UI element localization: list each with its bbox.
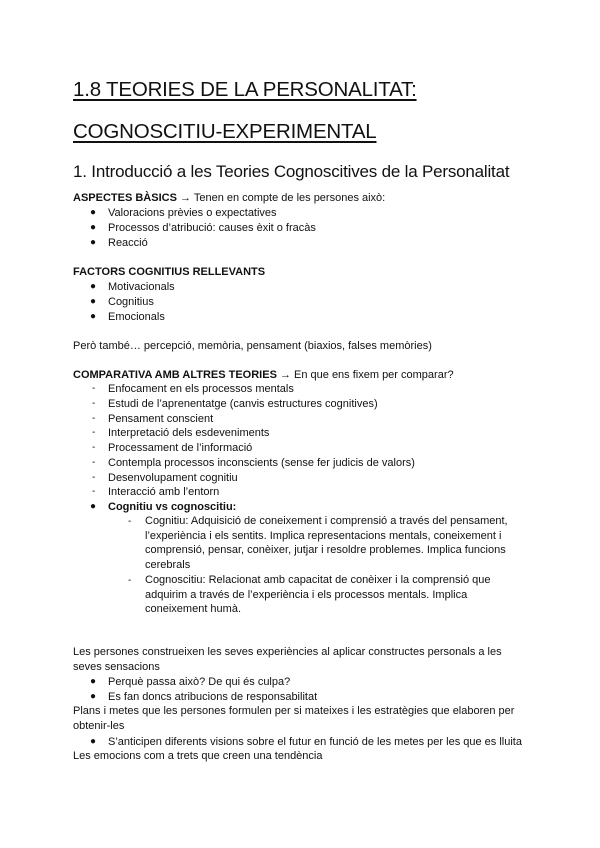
pero-line: Però també… percepció, memòria, pensament (biaxios, falses memòries) xyxy=(73,340,432,352)
list-item: Processament de l’informació xyxy=(108,442,253,454)
aspectes-label: ASPECTES BÀSICS xyxy=(73,192,177,204)
bullet-dot: ● xyxy=(90,676,97,687)
closing-para-2: Plans i metes que les persones formulen per si mateixes i les estratègies que elaboren per obtenir-les xyxy=(73,705,515,732)
dash-marker: - xyxy=(92,457,96,468)
title-line-1: 1.8 TEORIES DE LA PERSONALITAT: xyxy=(73,78,417,101)
list-item: Pensament conscient xyxy=(108,413,214,425)
list-item: Emocionals xyxy=(108,311,165,323)
comparativa-arrow-text: → En que ens fixem per comparar? xyxy=(276,369,454,381)
bullet-dot: ● xyxy=(90,691,97,702)
title-line-2: COGNOSCITIU-EXPERIMENTAL xyxy=(73,120,377,143)
aspectes-line xyxy=(73,191,385,205)
list-item: Valoracions prèvies o expectatives xyxy=(108,207,277,219)
list-item: Processos d’atribució: causes èxit o fracàs xyxy=(108,222,316,234)
dash-marker: - xyxy=(92,427,96,438)
factors-label: FACTORS COGNITIUS RELLEVANTS xyxy=(73,266,266,278)
dash-marker: - xyxy=(92,442,96,453)
list-item: Desenvolupament cognitiu xyxy=(108,472,238,484)
dash-marker: - xyxy=(92,398,96,409)
dash-marker: - xyxy=(128,575,132,586)
list-item: S’anticipen diferents visions sobre el futur en funció de les metes per les que es lluita xyxy=(108,736,522,748)
aspectes-arrow-text: → Tenen en compte de les persones això: xyxy=(176,192,386,204)
closing-para-1: Les persones construeixen les seves experiències al aplicar constructes personals a les seves sensacions xyxy=(73,646,502,673)
list-item: Contempla processos inconscients (sense fer judicis de valors) xyxy=(108,457,415,469)
bullet-dot: ● xyxy=(90,311,97,322)
vs-item-cognoscitiu: Cognoscitiu: Relacionat amb capacitat de conèixer i la comprensió que adquirim a través de l’experiència i els processos mentals. Implica coneixement humà. xyxy=(145,574,491,616)
list-item: Interacció amb l’entorn xyxy=(108,486,220,498)
dash-marker: - xyxy=(92,413,96,424)
bullet-dot: ● xyxy=(90,296,97,307)
comparativa-line xyxy=(73,368,454,382)
list-item: Cognitius xyxy=(108,296,154,308)
bullet-dot: ● xyxy=(90,222,97,233)
dash-marker: - xyxy=(92,472,96,483)
list-item: Interpretació dels esdeveniments xyxy=(108,427,270,439)
bullet-dot: ● xyxy=(90,207,97,218)
list-item: Enfocament en els processos mentals xyxy=(108,383,294,395)
bullet-dot: ● xyxy=(90,281,97,292)
dash-marker: - xyxy=(92,383,96,394)
list-item: Motivacionals xyxy=(108,281,175,293)
list-item: Estudi de l’aprenentatge (canvis estructures cognitives) xyxy=(108,398,378,410)
bullet-dot: ● xyxy=(90,736,97,747)
list-item: Perquè passa això? De qui és culpa? xyxy=(108,676,291,688)
bullet-dot: ● xyxy=(90,501,97,512)
list-item: Es fan doncs atribucions de responsabilitat xyxy=(108,691,318,703)
vs-item-cognitiu: Cognitiu: Adquisició de coneixement i comprensió a través del pensament, l’experiència i els sentits. Implica representacions mentals, coneixement i comprensió, pensar, conèixer, jutjar i resoldre problemes. Implica funcions cerebrals xyxy=(145,515,508,572)
vs-label: Cognitiu vs cognoscitiu: xyxy=(108,501,237,513)
section-heading: 1. Introducció a les Teories Cognoscitives de la Personalitat xyxy=(73,162,510,181)
bullet-dot: ● xyxy=(90,237,97,248)
comparativa-label: COMPARATIVA AMB ALTRES TEORIES xyxy=(73,369,277,381)
dash-marker: - xyxy=(92,486,96,497)
list-item: Reacció xyxy=(108,237,148,249)
closing-para-3: Les emocions com a trets que creen una tendència xyxy=(73,750,323,762)
dash-marker: - xyxy=(128,516,132,527)
